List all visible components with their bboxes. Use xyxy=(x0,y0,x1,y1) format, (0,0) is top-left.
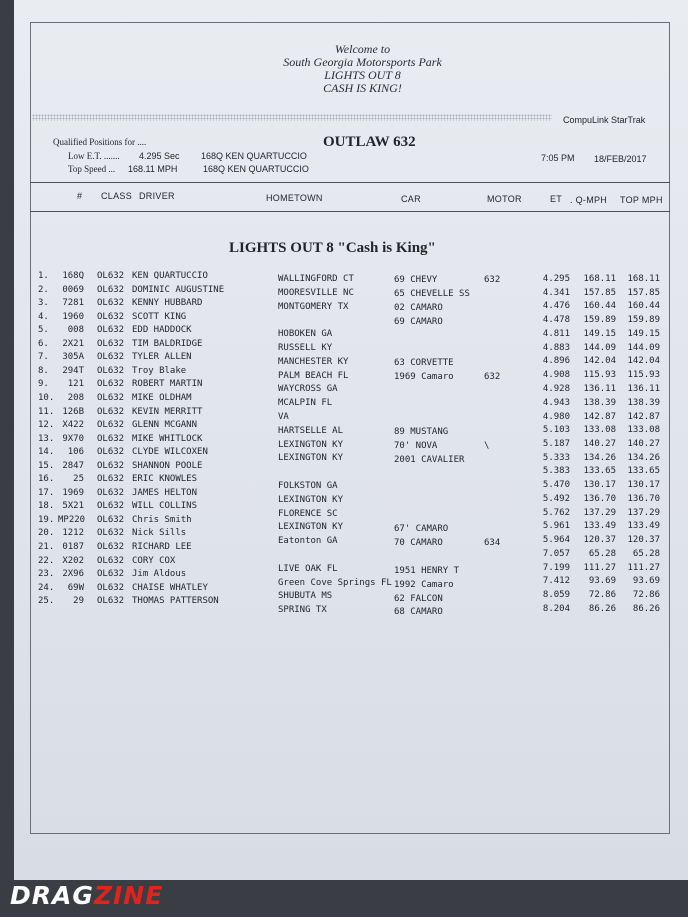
cell-pos: 2. xyxy=(38,284,49,295)
cell-et: 4.811 xyxy=(542,328,570,339)
cell-top: 130.17 xyxy=(627,480,660,491)
cell-top: 93.69 xyxy=(632,576,660,587)
qualified-label: Qualified Positions for .... xyxy=(53,137,147,147)
cell-qmph: 72.86 xyxy=(588,590,616,601)
cell-driver: DOMINIC AUGUSTINE xyxy=(132,284,225,295)
cell-pos: 5. xyxy=(38,325,49,336)
cell-cls: OL632 xyxy=(97,420,125,431)
cell-pos: 24. xyxy=(38,582,55,593)
dragzine-logo xyxy=(10,880,163,912)
table-row xyxy=(0,433,688,452)
cell-num: 1969 xyxy=(62,487,84,498)
cell-qmph: 133.08 xyxy=(583,425,616,436)
table-row xyxy=(0,379,688,393)
cell-et: 5.762 xyxy=(542,507,570,518)
table-row xyxy=(0,474,688,491)
cell-pos: 22. xyxy=(38,555,55,566)
event-title: LIGHTS OUT 8 "Cash is King" xyxy=(229,240,436,256)
cell-qmph: 86.26 xyxy=(588,603,616,614)
cell-pos: 9. xyxy=(38,379,49,390)
cell-top: 133.65 xyxy=(627,466,660,477)
top-speed-label: Top Speed ... xyxy=(68,164,116,174)
cell-cls: OL632 xyxy=(97,474,125,485)
cell-top: 111.27 xyxy=(627,562,660,573)
cell-et: 5.383 xyxy=(542,466,570,477)
cell-top: 138.39 xyxy=(627,397,660,408)
cell-qmph: 136.70 xyxy=(583,493,616,504)
cell-qmph: 134.26 xyxy=(583,452,616,463)
cell-driver: SHANNON POOLE xyxy=(132,460,203,471)
cell-et: 7.412 xyxy=(542,576,570,587)
cell-qmph: 157.85 xyxy=(583,287,616,298)
cell-num: 168Q xyxy=(62,271,84,281)
cell-et: 4.908 xyxy=(542,370,570,381)
col-header-driver: DRIVER xyxy=(139,191,175,201)
col-header-car: CAR xyxy=(401,194,421,204)
cell-driver: THOMAS PATTERSON xyxy=(132,596,219,607)
cell-top: 149.15 xyxy=(627,328,660,339)
cell-driver: CORY COX xyxy=(132,555,176,566)
cell-qmph: 138.39 xyxy=(583,397,616,408)
cell-top: 159.89 xyxy=(627,315,660,326)
cell-num: 1212 xyxy=(62,528,84,539)
cell-num: 7281 xyxy=(62,298,84,309)
cell-pos: 17. xyxy=(38,487,55,498)
cell-cls: OL632 xyxy=(97,311,125,322)
cell-car: 69 CHEVY xyxy=(394,275,438,285)
cell-car: 1951 HENRY T xyxy=(394,565,460,576)
table-row xyxy=(0,339,688,353)
cell-qmph: 144.09 xyxy=(583,342,616,353)
cell-et: 5.964 xyxy=(542,535,570,546)
cell-car: 2001 CAVALIER xyxy=(394,455,465,466)
cell-car: 1969 Camaro xyxy=(394,371,454,382)
cell-et: 8.204 xyxy=(542,603,570,614)
welcome-line-1: Welcome to xyxy=(334,42,391,56)
cell-pos: 10. xyxy=(38,392,55,403)
cell-driver: KEN QUARTUCCIO xyxy=(132,271,208,281)
cell-car: 62 FALCON xyxy=(394,593,443,604)
cell-num: 9X70 xyxy=(62,433,84,444)
cell-pos: 13. xyxy=(38,433,55,444)
cell-cls: OL632 xyxy=(97,433,125,444)
cell-qmph: 93.69 xyxy=(588,576,616,587)
cell-et: 4.883 xyxy=(542,342,570,353)
cell-hometown: HOBOKEN GA xyxy=(278,329,333,340)
cell-num: X422 xyxy=(62,420,84,431)
cell-hometown: Green Cove Springs FL xyxy=(278,577,392,588)
cell-driver: ROBERT MARTIN xyxy=(132,379,203,390)
cell-num: 121 xyxy=(67,379,84,390)
cell-pos: 20. xyxy=(38,528,55,539)
cell-cls: OL632 xyxy=(97,501,125,512)
cell-cls: OL632 xyxy=(97,352,125,363)
cell-cls: OL632 xyxy=(97,379,125,390)
cell-qmph: 142.04 xyxy=(583,356,616,367)
cell-hometown: HARTSELLE AL xyxy=(278,425,344,436)
cell-et: 4.980 xyxy=(542,411,570,422)
cell-cls: OL632 xyxy=(97,460,125,471)
cell-hometown: LEXINGTON KY xyxy=(278,439,344,450)
cell-pos: 21. xyxy=(38,542,55,552)
table-row xyxy=(0,542,688,559)
cell-qmph: 142.87 xyxy=(583,411,616,422)
cell-cls: OL632 xyxy=(97,271,125,281)
cell-top: 160.44 xyxy=(627,301,660,312)
cell-num: 294T xyxy=(62,365,84,376)
cell-pos: 7. xyxy=(38,352,49,363)
cell-pos: 11. xyxy=(38,406,55,417)
cell-top: 142.87 xyxy=(627,411,660,422)
cell-motor: 632 xyxy=(484,275,501,285)
cell-car: 89 MUSTANG xyxy=(394,427,449,438)
cell-et: 7.057 xyxy=(542,549,570,559)
cell-hometown: SPRING TX xyxy=(278,605,327,616)
table-row xyxy=(0,298,688,312)
cell-driver: RICHARD LEE xyxy=(132,542,192,552)
cell-car: 70 CAMARO xyxy=(394,538,443,549)
cell-pos: 12. xyxy=(38,420,55,431)
cell-num: X202 xyxy=(62,555,84,566)
table-row xyxy=(0,407,688,421)
cell-top: 136.70 xyxy=(627,493,660,504)
cell-top: 142.04 xyxy=(627,356,660,367)
dotted-divider xyxy=(32,114,552,121)
cell-pos: 15. xyxy=(38,460,55,471)
cell-hometown: MONTGOMERY TX xyxy=(278,301,349,312)
welcome-tagline: CASH IS KING! xyxy=(323,81,402,95)
cell-top: 137.29 xyxy=(627,507,660,518)
cell-qmph: 160.44 xyxy=(583,301,616,312)
low-et-value: 4.295 Sec xyxy=(139,151,180,161)
cell-cls: OL632 xyxy=(97,569,125,580)
cell-top: 157.85 xyxy=(627,287,660,298)
cell-driver: SCOTT KING xyxy=(132,311,187,322)
cell-cls: OL632 xyxy=(97,392,125,403)
cell-driver: JAMES HELTON xyxy=(132,487,198,498)
cell-cls: OL632 xyxy=(97,582,125,593)
cell-et: 4.943 xyxy=(542,397,570,408)
cell-car: 68 CAMARO xyxy=(394,607,443,618)
cell-num: 126B xyxy=(62,406,84,417)
cell-pos: 18. xyxy=(38,501,55,512)
cell-et: 5.103 xyxy=(542,425,570,436)
low-et-driver: 168Q KEN QUARTUCCIO xyxy=(201,151,307,161)
cell-top: 115.93 xyxy=(627,370,660,381)
cell-num: 29 xyxy=(73,596,84,607)
welcome-event-name: LIGHTS OUT 8 xyxy=(324,68,401,82)
table-row xyxy=(0,501,688,519)
cell-top: 144.09 xyxy=(627,342,660,353)
report-date: 18/FEB/2017 xyxy=(594,154,647,164)
table-row xyxy=(0,312,688,326)
top-speed-value: 168.11 MPH xyxy=(128,164,178,174)
cell-hometown: MCALPIN FL xyxy=(278,398,333,409)
cell-cls: OL632 xyxy=(97,514,125,525)
cell-hometown: RUSSELL KY xyxy=(278,343,333,353)
cell-top: 136.11 xyxy=(627,383,660,394)
cell-hometown: LEXINGTON KY xyxy=(278,453,344,464)
cell-et: 7.199 xyxy=(542,562,570,573)
cell-qmph: 168.11 xyxy=(583,274,616,284)
cell-top: 65.28 xyxy=(632,549,660,559)
cell-num: 106 xyxy=(67,447,84,458)
cell-num: 2X21 xyxy=(62,338,84,349)
cell-et: 4.896 xyxy=(542,356,570,367)
cell-car: 70' NOVA xyxy=(394,441,438,452)
cell-et: 4.478 xyxy=(542,315,570,326)
cell-num: 305A xyxy=(62,352,84,363)
cell-pos: 25. xyxy=(38,596,55,607)
cell-qmph: 130.17 xyxy=(583,480,616,491)
cell-num: 2X96 xyxy=(62,569,84,580)
cell-cls: OL632 xyxy=(97,298,125,309)
cell-cls: OL632 xyxy=(97,487,125,498)
compulink-label: CompuLink StarTrak xyxy=(563,115,646,125)
cell-num: 008 xyxy=(67,325,84,336)
cell-qmph: 137.29 xyxy=(583,507,616,518)
col-header-et: ET xyxy=(550,194,563,204)
table-row xyxy=(0,285,688,299)
cell-num: 2847 xyxy=(62,460,84,471)
cell-driver: TIM BALDRIDGE xyxy=(132,338,203,349)
col-header-qmph: . Q-MPH xyxy=(570,195,608,205)
cell-num: MP220 xyxy=(58,514,86,525)
cell-driver: CHAISE WHATLEY xyxy=(132,582,208,593)
cell-driver: EDD HADDOCK xyxy=(132,325,192,336)
cell-hometown: FOLKSTON GA xyxy=(278,481,338,491)
cell-top: 120.37 xyxy=(627,535,660,546)
welcome-track-name: South Georgia Motorsports Park xyxy=(283,55,442,69)
header-rule-top xyxy=(30,182,670,183)
table-row xyxy=(0,420,688,438)
cell-hometown: PALM BEACH FL xyxy=(278,370,349,381)
cell-driver: MIKE WHITLOCK xyxy=(132,433,203,444)
cell-motor: 634 xyxy=(484,538,501,549)
cell-num: 0187 xyxy=(62,542,84,552)
cell-driver: KENNY HUBBARD xyxy=(132,298,203,309)
cell-hometown: LIVE OAK FL xyxy=(278,563,338,574)
logo-part-zine: ZINE xyxy=(93,881,164,910)
cell-driver: CLYDE WILCOXEN xyxy=(132,447,208,458)
cell-top: 133.49 xyxy=(627,521,660,532)
cell-num: 1960 xyxy=(62,311,84,322)
table-row xyxy=(0,352,688,369)
cell-hometown: SHUBUTA MS xyxy=(278,591,333,602)
cell-cls: OL632 xyxy=(97,338,125,349)
cell-hometown: WALLINGFORD CT xyxy=(278,274,354,284)
cell-hometown: MOORESVILLE NC xyxy=(278,287,354,298)
cell-pos: 19. xyxy=(38,514,55,525)
cell-pos: 6. xyxy=(38,338,49,349)
cell-pos: 4. xyxy=(38,311,49,322)
cell-car: 63 CORVETTE xyxy=(394,358,454,369)
cell-et: 4.476 xyxy=(542,301,570,312)
cell-et: 4.928 xyxy=(542,383,570,394)
cell-num: 208 xyxy=(67,392,84,403)
cell-driver: MIKE OLDHAM xyxy=(132,392,192,403)
cell-qmph: 120.37 xyxy=(583,535,616,546)
cell-num: 69W xyxy=(67,582,84,593)
cell-qmph: 111.27 xyxy=(583,562,616,573)
low-et-label: Low E.T. ....... xyxy=(68,151,120,161)
cell-qmph: 140.27 xyxy=(583,438,616,449)
cell-hometown: LEXINGTON KY xyxy=(278,522,344,533)
col-header-topmph: TOP MPH xyxy=(620,195,663,205)
cell-num: 0069 xyxy=(62,284,84,295)
cell-driver: Nick Sills xyxy=(132,528,187,539)
table-row xyxy=(0,393,688,407)
col-header-class: CLASS xyxy=(101,191,133,201)
cell-motor: \ xyxy=(484,441,490,452)
cell-car: 69 CAMARO xyxy=(394,316,443,327)
table-row xyxy=(0,366,688,380)
cell-et: 5.492 xyxy=(542,493,570,504)
cell-driver: WILL COLLINS xyxy=(132,501,198,512)
cell-qmph: 149.15 xyxy=(583,328,616,339)
cell-hometown: VA xyxy=(278,412,289,422)
cell-driver: Jim Aldous xyxy=(132,569,187,580)
cell-cls: OL632 xyxy=(97,596,125,607)
col-header-motor: MOTOR xyxy=(487,194,522,204)
report-time: 7:05 PM xyxy=(541,153,575,163)
cell-top: 140.27 xyxy=(627,438,660,449)
logo-part-drag: DRAG xyxy=(10,881,94,910)
cell-pos: 3. xyxy=(38,298,49,309)
cell-driver: ERIC KNOWLES xyxy=(132,474,198,485)
cell-qmph: 133.65 xyxy=(583,466,616,477)
cell-cls: OL632 xyxy=(97,447,125,458)
top-speed-driver: 168Q KEN QUARTUCCIO xyxy=(203,164,309,174)
cell-qmph: 159.89 xyxy=(583,315,616,326)
cell-et: 8.059 xyxy=(542,590,570,601)
cell-top: 86.26 xyxy=(632,603,660,614)
cell-driver: GLENN MCGANN xyxy=(132,420,198,431)
table-row xyxy=(0,487,688,505)
cell-cls: OL632 xyxy=(97,325,125,336)
cell-qmph: 136.11 xyxy=(583,383,616,394)
cell-hometown: LEXINGTON KY xyxy=(278,494,344,505)
cell-qmph: 115.93 xyxy=(583,370,616,381)
cell-et: 5.470 xyxy=(542,480,570,491)
cell-top: 72.86 xyxy=(632,590,660,601)
cell-motor: 632 xyxy=(484,371,501,382)
cell-pos: 1. xyxy=(38,271,49,281)
cell-cls: OL632 xyxy=(97,555,125,566)
cell-car: 67' CAMARO xyxy=(394,524,449,535)
table-row xyxy=(0,271,688,285)
cell-driver: TYLER ALLEN xyxy=(132,352,192,363)
cell-cls: OL632 xyxy=(97,542,125,552)
col-header-hometown: HOMETOWN xyxy=(266,193,323,203)
cell-et: 4.341 xyxy=(542,287,570,298)
cell-pos: 23. xyxy=(38,569,55,580)
cell-et: 5.187 xyxy=(542,438,570,449)
cell-pos: 14. xyxy=(38,447,55,458)
class-title: OUTLAW 632 xyxy=(323,134,416,150)
col-header-num: # xyxy=(77,191,83,201)
cell-qmph: 65.28 xyxy=(588,549,616,559)
cell-driver: Troy Blake xyxy=(132,365,187,376)
cell-hometown: Eatonton GA xyxy=(278,536,338,547)
cell-cls: OL632 xyxy=(97,365,125,376)
cell-hometown: FLORENCE SC xyxy=(278,508,338,519)
cell-et: 5.961 xyxy=(542,521,570,532)
cell-car: 65 CHEVELLE SS xyxy=(394,288,470,299)
cell-cls: OL632 xyxy=(97,284,125,295)
cell-pos: 16. xyxy=(38,474,55,485)
cell-pos: 8. xyxy=(38,365,49,376)
table-row xyxy=(0,461,688,475)
cell-driver: KEVIN MERRITT xyxy=(132,406,203,417)
table-row xyxy=(0,325,688,339)
cell-num: 25 xyxy=(73,474,84,485)
cell-car: 1992 Camaro xyxy=(394,579,454,590)
cell-cls: OL632 xyxy=(97,406,125,417)
cell-num: 5X21 xyxy=(62,501,84,512)
cell-top: 168.11 xyxy=(627,274,660,284)
cell-et: 5.333 xyxy=(542,452,570,463)
cell-driver: Chris Smith xyxy=(132,514,192,525)
cell-hometown: WAYCROSS GA xyxy=(278,384,338,395)
cell-top: 134.26 xyxy=(627,452,660,463)
cell-car: 02 CAMARO xyxy=(394,302,443,313)
cell-hometown: MANCHESTER KY xyxy=(278,356,349,367)
header-rule-bottom xyxy=(30,211,670,212)
cell-et: 4.295 xyxy=(542,274,570,284)
cell-top: 133.08 xyxy=(627,425,660,436)
cell-cls: OL632 xyxy=(97,528,125,539)
cell-qmph: 133.49 xyxy=(583,521,616,532)
